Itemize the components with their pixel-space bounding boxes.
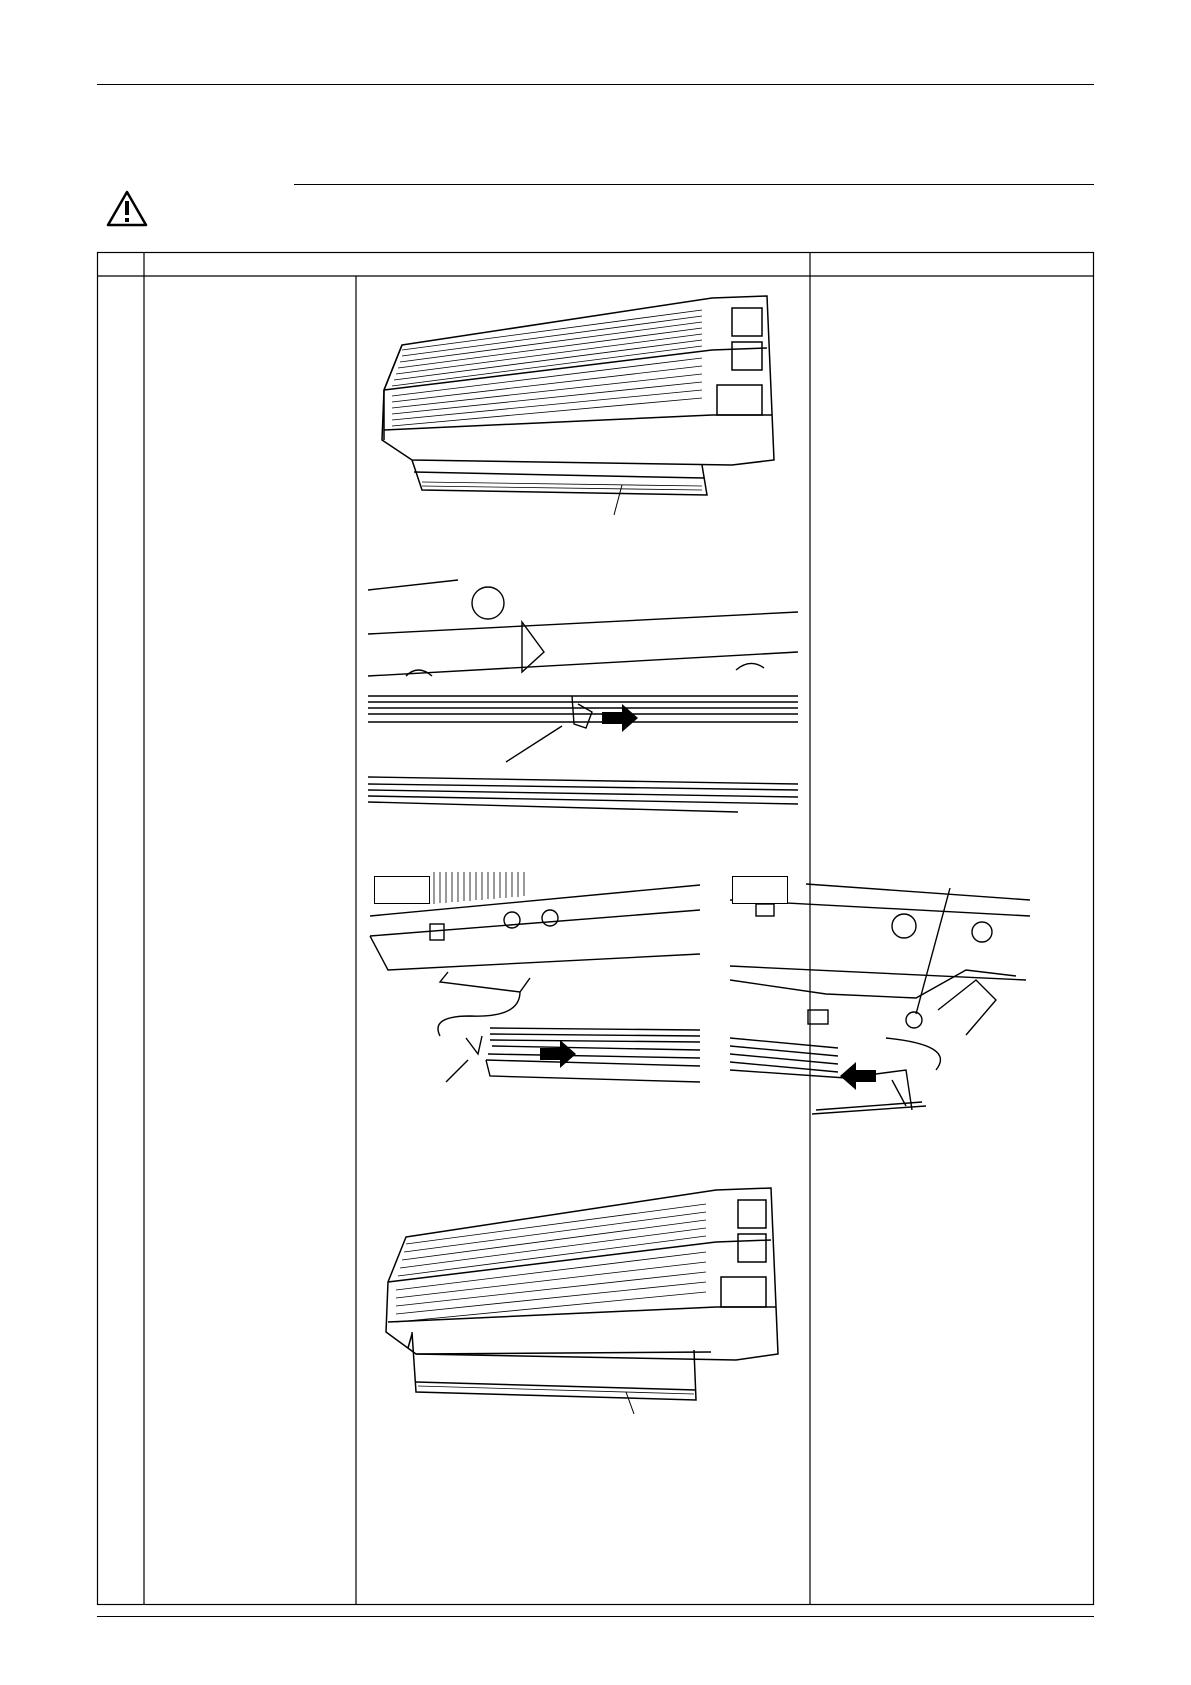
air-conditioner-unit-icon: [376, 1182, 796, 1422]
figure-unit-with-flap: [372, 290, 792, 520]
figure-right-end-detail: [726, 870, 1036, 1115]
detail-label-box-left: [374, 876, 430, 904]
figure-left-end-detail: [370, 870, 706, 1115]
header-rule: [97, 84, 1094, 85]
figure-right-mask: [1036, 870, 1056, 1115]
footer-rule: [97, 1616, 1094, 1617]
detail-label-box-right: [732, 876, 788, 904]
right-shaft-detail-icon: [726, 870, 1036, 1115]
section-rule: [294, 184, 1094, 185]
air-conditioner-unit-icon: [372, 290, 792, 520]
shaft-arrow-icon: [366, 572, 802, 834]
warning-triangle-icon: [106, 190, 148, 228]
figure-unit-flap-removed: [376, 1182, 796, 1422]
left-shaft-detail-icon: [370, 870, 706, 1115]
figure-shaft-closeup: [366, 572, 802, 834]
